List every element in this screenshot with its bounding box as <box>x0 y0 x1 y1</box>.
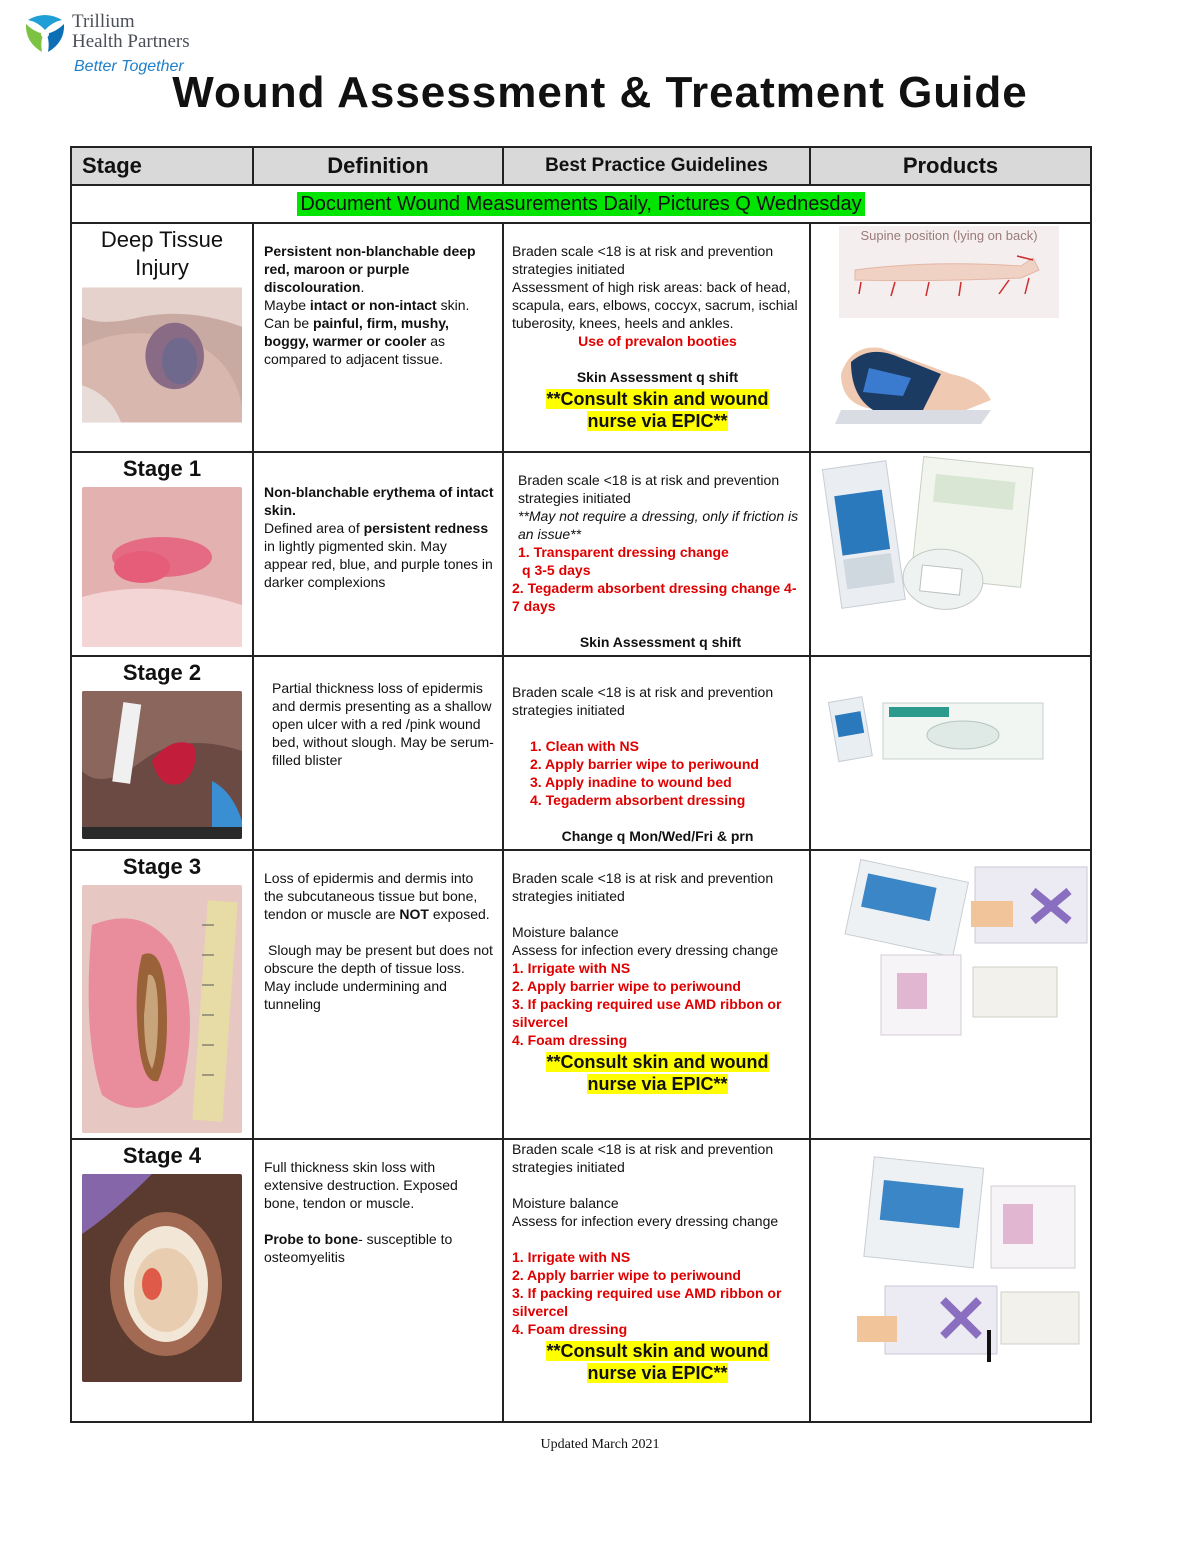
definition-cell <box>253 850 503 1139</box>
bp-infection: Assess for infection every dressing change <box>512 1213 779 1229</box>
consult-line-1: **Consult skin and wound <box>546 1052 769 1072</box>
table-row-stage-1 <box>71 452 1091 656</box>
header-row <box>71 147 1091 185</box>
def-text-4: as compared to adjacent tissue. <box>264 333 446 367</box>
definition-cell <box>253 656 503 850</box>
advanced-dressing-products-image <box>811 1140 1091 1416</box>
table-row-stage-4 <box>71 1139 1091 1422</box>
tegaderm-products-image <box>811 657 1087 843</box>
page-title: Wound Assessment & Treatment Guide <box>172 68 1028 117</box>
header-definition: Definition <box>253 147 503 185</box>
bp-step-3: 3. If packing required use AMD ribbon or silvercel <box>512 1285 782 1319</box>
stage-name: Stage 4 <box>122 1143 202 1168</box>
stage-name: Deep Tissue Injury <box>100 227 224 280</box>
stage-cell <box>71 452 253 656</box>
consult-line-1: **Consult skin and wound <box>546 1341 769 1361</box>
banner-cell <box>71 185 1091 223</box>
products-cell <box>810 223 1091 452</box>
bp-consult <box>512 1340 803 1384</box>
bp-step-2: 2. Tegaderm absorbent dressing change 4-7 days <box>512 580 797 614</box>
consult-line-2: nurse via EPIC** <box>587 1074 728 1094</box>
stage-cell <box>71 850 253 1139</box>
stage-name: Stage 1 <box>122 456 202 481</box>
bp-braden: Braden scale <18 is at risk and prevention strategies initiated <box>518 472 780 506</box>
deep-tissue-injury-photo <box>82 286 242 424</box>
stage-3-photo <box>82 885 242 1133</box>
def-text-2: Maybe <box>264 297 310 313</box>
wound-guide-table <box>70 146 1092 1423</box>
bp-braden: Braden scale <18 is at risk and prevention strategies initiated <box>512 684 774 718</box>
definition-cell <box>253 452 503 656</box>
def-text-3: skin. Can be <box>264 297 470 331</box>
stage-4-photo <box>82 1174 242 1382</box>
products-cell <box>810 1139 1091 1422</box>
def-bold-3: painful, firm, mushy, boggy, warmer or cooler <box>264 315 449 349</box>
table-row-stage-2 <box>71 656 1091 850</box>
bp-step-1: 1. Clean with NS <box>530 738 639 754</box>
stage-1-photo <box>82 487 242 647</box>
bp-moisture: Moisture balance <box>512 924 619 940</box>
bp-infection: Assess for infection every dressing change <box>512 942 779 958</box>
def-text-2: exposed. <box>428 906 490 922</box>
def-text-1: Defined area of <box>264 520 364 536</box>
bp-step-1b: q 3-5 days <box>522 562 591 578</box>
def-para-1 <box>264 869 494 923</box>
consult-line-2: nurse via EPIC** <box>587 1363 728 1383</box>
footer-updated: Updated March 2021 <box>540 1437 660 1452</box>
stage-2-photo <box>82 691 242 839</box>
bp-skin-assessment: Skin Assessment q shift <box>579 634 742 650</box>
header-products: Products <box>810 147 1091 185</box>
transparent-dressing-products-image <box>811 453 1087 648</box>
bp-prevalon: Use of prevalon booties <box>578 333 737 349</box>
bp-moisture: Moisture balance <box>512 1195 619 1211</box>
bp-step-4: 4. Tegaderm absorbent dressing <box>530 792 746 808</box>
stage-cell <box>71 656 253 850</box>
best-practice-cell <box>503 1139 810 1422</box>
def-bold-2: persistent redness <box>363 520 489 536</box>
stage-cell <box>71 1139 253 1422</box>
products-cell <box>810 850 1091 1139</box>
bp-step-3: 3. If packing required use AMD ribbon or silvercel <box>512 996 782 1030</box>
stage-cell <box>71 223 253 452</box>
best-practice-cell <box>503 223 810 452</box>
definition-cell <box>253 223 503 452</box>
consult-line-1: **Consult skin and wound <box>546 389 769 409</box>
trillium-logo-icon <box>22 12 68 58</box>
definition-cell <box>253 1139 503 1422</box>
bp-skin-assessment: Skin Assessment q shift <box>576 369 739 385</box>
table-row-stage-3 <box>71 850 1091 1139</box>
bp-step-4: 4. Foam dressing <box>512 1321 628 1337</box>
header-stage: Stage <box>71 147 253 185</box>
best-practice-cell <box>503 452 810 656</box>
def-bold-1: Non-blanchable erythema of intact skin. <box>264 484 494 518</box>
bp-braden: Braden scale <18 is at risk and prevention strategies initiated <box>512 870 774 904</box>
logo-line1: Trillium <box>72 11 135 32</box>
bp-step-2: 2. Apply barrier wipe to periwound <box>530 756 759 772</box>
foam-silver-products-image <box>811 851 1091 1127</box>
def-bold-1: Probe to bone <box>264 1231 359 1247</box>
bp-consult <box>512 388 803 432</box>
bp-step-4: 4. Foam dressing <box>512 1032 628 1048</box>
bp-step-3: 3. Apply inadine to wound bed <box>530 774 732 790</box>
bp-braden: Braden scale <18 is at risk and prevention strategies initiated <box>512 1141 774 1175</box>
positioning-products-image <box>811 224 1087 446</box>
bp-consult <box>512 1051 803 1095</box>
best-practice-cell <box>503 850 810 1139</box>
stage-name: Stage 2 <box>122 660 202 685</box>
bp-step-1: 1. Irrigate with NS <box>512 960 631 976</box>
header-best-practice: Best Practice Guidelines <box>503 147 810 185</box>
def-para-1: Full thickness skin loss with extensive destruction. Exposed bone, tendon or muscle. <box>264 1159 458 1211</box>
logo-line2: Health Partners <box>72 31 190 52</box>
banner-row <box>71 185 1091 223</box>
table-row-dti <box>71 223 1091 452</box>
bp-step-1: 1. Irrigate with NS <box>512 1249 631 1265</box>
def-para-2: Slough may be present but does not obscure the depth of tissue loss. May include undermining and tunneling <box>264 942 493 1012</box>
def-text-1: . <box>360 279 365 295</box>
bp-note: **May not require a dressing, only if friction is an issue** <box>518 508 799 542</box>
consult-line-2: nurse via EPIC** <box>587 411 728 431</box>
stage-name: Stage 3 <box>122 854 202 879</box>
bp-step-2: 2. Apply barrier wipe to periwound <box>512 1267 741 1283</box>
banner-text: Document Wound Measurements Daily, Pictures Q Wednesday <box>297 192 864 216</box>
def-text-1: Partial thickness loss of epidermis and dermis presenting as a shallow open ulcer with a red /pink wound bed, without slough. May be serum-filled blister <box>272 680 494 768</box>
product-caption: Supine position (lying on back) <box>860 228 1038 243</box>
def-text-2: in lightly pigmented skin. May appear red, blue, and purple tones in darker complexions <box>264 538 493 590</box>
products-cell <box>810 452 1091 656</box>
bp-step-1: 1. Transparent dressing change <box>518 544 729 560</box>
def-bold-1: NOT <box>399 906 429 922</box>
def-para-2 <box>264 1230 494 1266</box>
def-text-1: Loss of epidermis and dermis into the subcutaneous tissue but bone, tendon or muscle are <box>264 870 478 922</box>
bp-high-risk: Assessment of high risk areas: back of head, scapula, ears, elbows, coccyx, sacrum, ischial tuberosity, knees, heels and ankles. <box>512 279 798 331</box>
def-text-2: - susceptible to osteomyelitis <box>264 1231 453 1265</box>
bp-braden: Braden scale <18 is at risk and prevention strategies initiated <box>512 243 774 277</box>
bp-step-2: 2. Apply barrier wipe to periwound <box>512 978 741 994</box>
def-bold-2: intact or non-intact <box>309 297 437 313</box>
def-bold-1: Persistent non-blanchable deep red, maroon or purple discolouration <box>264 243 476 295</box>
logo-tagline: Better Together <box>74 58 184 75</box>
best-practice-cell <box>503 656 810 850</box>
products-cell <box>810 656 1091 850</box>
bp-change-schedule: Change q Mon/Wed/Fri & prn <box>561 828 754 844</box>
